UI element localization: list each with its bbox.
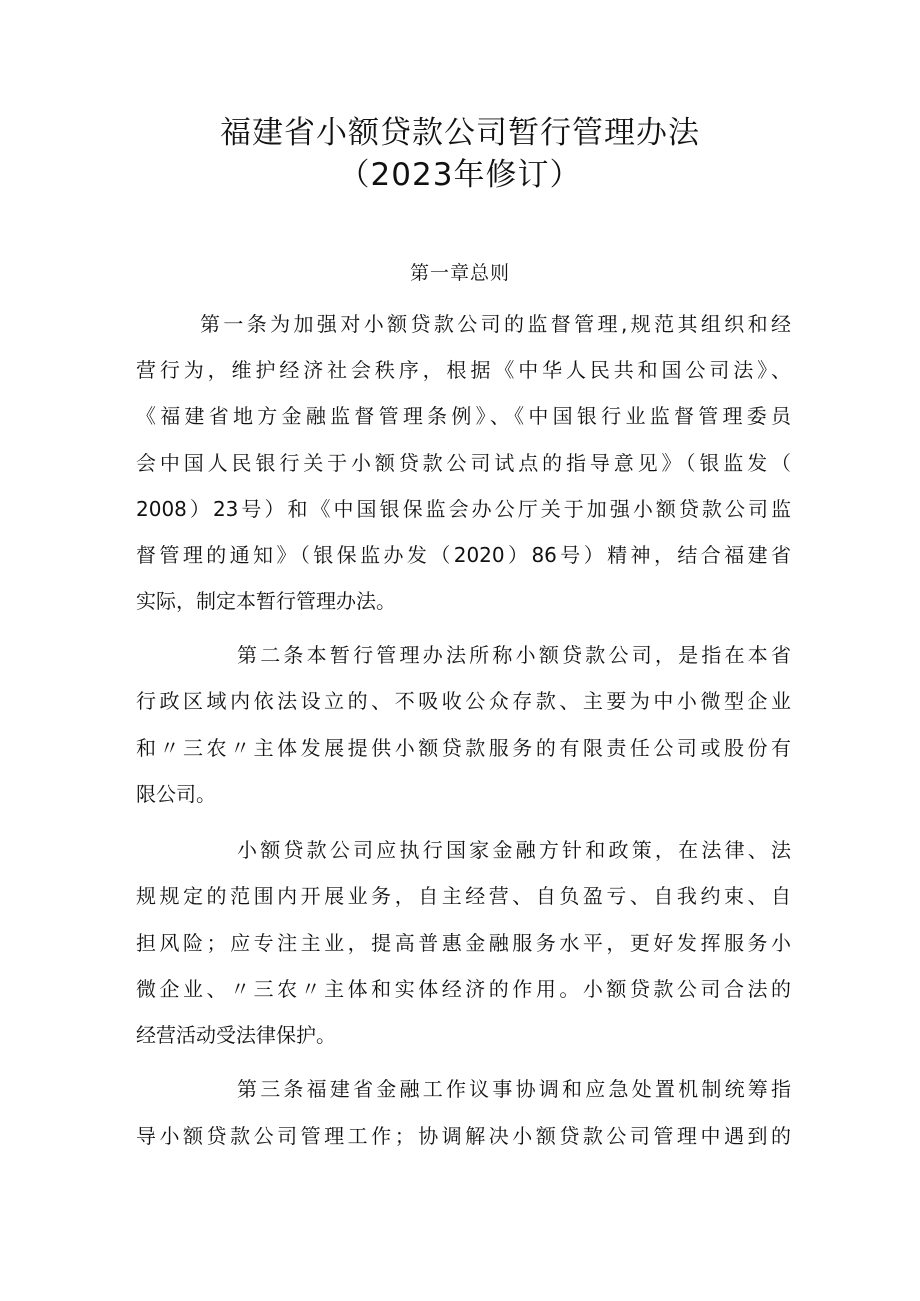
paragraph-line: 经营活动受法律保护。 xyxy=(136,1023,336,1047)
document-title: 福建省小额贷款公司暂行管理办法 xyxy=(220,115,700,151)
document-subtitle: （2023年修订） xyxy=(338,157,582,193)
paragraph-line: 第二条本暂行管理办法所称小额贷款公司，是指在本省 xyxy=(237,643,791,667)
paragraph-line: 《福建省地方金融监督管理条例》、《中国银行业监督管理委员 xyxy=(136,404,791,428)
paragraph-line: 2008）23号）和《中国银保监会办公厅关于加强小额贷款公司监 xyxy=(136,497,791,521)
paragraph-line: 导小额贷款公司管理工作；协调解决小额贷款公司管理中遇到的 xyxy=(136,1124,791,1148)
paragraph-line: 规规定的范围内开展业务，自主经营、自负盈亏、自我约束、自 xyxy=(136,884,791,908)
paragraph-line: 督管理的通知》（银保监办发（2020）86号）精神，结合福建省 xyxy=(136,543,791,567)
paragraph-line: 第一条为加强对小额贷款公司的监督管理,规范其组织和经 xyxy=(200,312,791,336)
paragraph-line: 限公司。 xyxy=(136,782,216,806)
paragraph-line: 实际，制定本暂行管理办法。 xyxy=(136,589,396,613)
paragraph-line: 和〃三农〃主体发展提供小额贷款服务的有限责任公司或股份有 xyxy=(136,736,791,760)
chapter-heading: 第一章总则 xyxy=(409,262,510,284)
paragraph-line: 微企业、〃三农〃主体和实体经济的作用。小额贷款公司合法的 xyxy=(136,977,791,1001)
paragraph-line: 小额贷款公司应执行国家金融方针和政策，在法律、法 xyxy=(237,838,791,862)
paragraph-line: 担风险；应专注主业，提高普惠金融服务水平，更好发挥服务小 xyxy=(136,931,791,955)
paragraph-line: 营行为，维护经济社会秩序，根据《中华人民共和国公司法》、 xyxy=(136,358,791,382)
paragraph-line: 会中国人民银行关于小额贷款公司试点的指导意见》（银监发（ xyxy=(136,451,791,475)
paragraph-line: 行政区域内依法设立的、不吸收公众存款、主要为中小微型企业 xyxy=(136,689,791,713)
paragraph-line: 第三条福建省金融工作议事协调和应急处置机制统筹指 xyxy=(237,1077,791,1101)
